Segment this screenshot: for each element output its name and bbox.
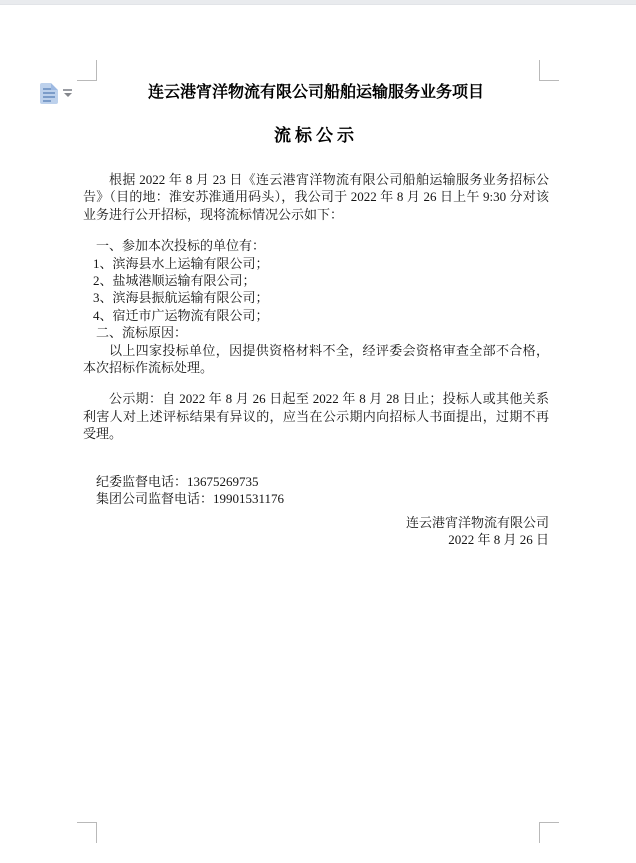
- margin-crop-mark-bottom-right: [539, 822, 559, 843]
- bidder-item-4: 4、宿迁市广运物流有限公司；: [93, 307, 269, 323]
- bidder-item-1: 1、滨海县水上运输有限公司；: [93, 255, 269, 271]
- bidder-item-2: 2、盐城港顺运输有限公司；: [93, 273, 256, 289]
- group-phone-line: 集团公司监督电话：19901531176: [96, 491, 285, 507]
- discipline-phone-line: 纪委监督电话：13675269735: [96, 473, 259, 489]
- intro-paragraph: 根据 2022 年 8 月 23 日《连云港宵洋物流有限公司船舶运输服务业务招标公告》（目的地：淮安苏淮通用码头），我公司于 2022 年 8 月 26 日上午 9:30 分对该业务进行公开招标，现将流标情况公示如下：: [83, 172, 549, 222]
- section-2-heading: 二、流标原因：: [96, 325, 188, 341]
- notice-period-paragraph: 公示期：自 2022 年 8 月 26 日起至 2022 年 8 月 28 日止；投标人或其他关系利害人对上述评标结果有异议的，应当在公示期内向招标人书面提出，过期不再受理。: [83, 391, 549, 442]
- section-1-heading: 一、参加本次投标的单位有：: [96, 238, 266, 254]
- signature-date: 2022 年 8 月 26 日: [448, 531, 549, 547]
- bidder-item-3: 3、滨海县振航运输有限公司；: [93, 290, 269, 306]
- document-page: [83, 0, 549, 548]
- document-subtitle: 流标公示: [274, 126, 358, 145]
- signature-company: 连云港宵洋物流有限公司: [405, 514, 549, 530]
- margin-crop-mark-bottom-left: [77, 822, 97, 843]
- paste-options-button[interactable]: [39, 82, 75, 106]
- document-title: 连云港宵洋物流有限公司船舶运输服务业务项目: [147, 84, 484, 101]
- paste-options-icon: [40, 83, 58, 104]
- reason-paragraph: 以上四家投标单位，因提供资格材料不全，经评委会资格审查全部不合格，本次招标作流标处理。: [83, 342, 549, 376]
- dropdown-arrow-icon[interactable]: [63, 89, 73, 98]
